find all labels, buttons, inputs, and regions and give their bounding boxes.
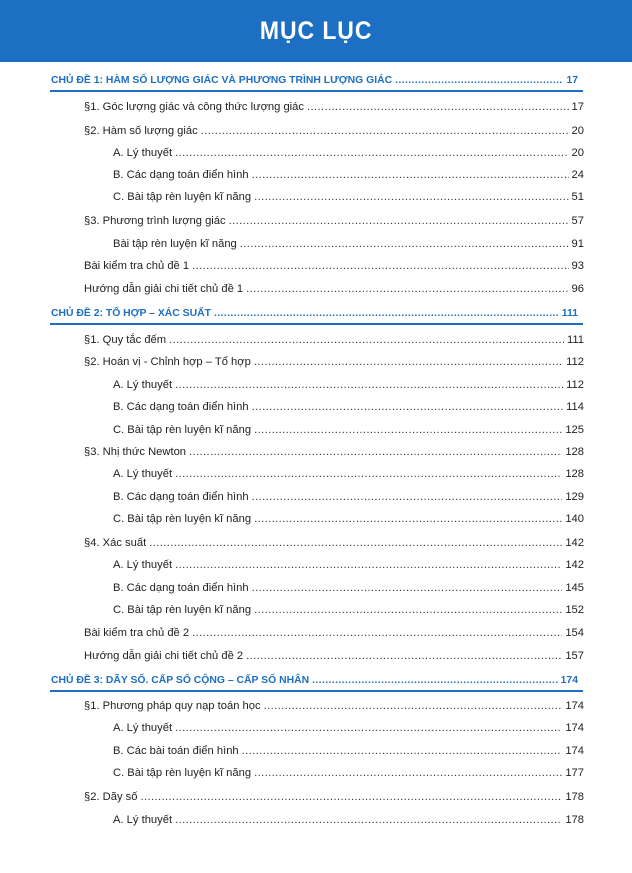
toc-entry[interactable] [84,625,584,641]
toc-entry[interactable] [113,602,584,618]
toc-entry[interactable] [84,99,584,115]
toc-page-number: 93 [571,260,584,272]
toc-chapter-entry[interactable] [51,306,578,322]
toc-entry-label: C. Bài tập rèn luyện kĩ năng [113,513,252,525]
toc-page-number: 178 [565,791,584,803]
toc-page-number: 177 [565,767,584,779]
toc-entry-label: Hướng dẫn giải chi tiết chủ đề 1 [84,283,244,295]
toc-entry-label: B. Các dạng toán điển hình [113,169,249,181]
toc-entry-label: Bài kiểm tra chủ đề 1 [84,260,190,272]
toc-entry-label: §2. Hoán vị - Chỉnh hợp – Tổ hợp [84,356,251,368]
toc-entry[interactable] [113,167,584,183]
dot-leader [254,354,563,370]
toc-entry[interactable] [113,720,584,736]
dot-leader [252,580,563,596]
dot-leader [246,648,562,664]
dot-leader [192,258,568,274]
toc-entry-label: A. Lý thuyết [113,468,173,480]
toc-page-number: 57 [571,215,584,227]
toc-entry-label: B. Các dạng toán điển hình [113,491,249,503]
toc-page-number: 17 [566,75,578,86]
dot-leader [254,189,568,205]
toc-entry-label: B. Các bài toán điển hình [113,745,239,757]
toc-entry-label: C. Bài tập rèn luyện kĩ năng [113,767,252,779]
toc-entry-label: C. Bài tập rèn luyện kĩ năng [113,191,252,203]
dot-leader [254,511,562,527]
dot-leader [192,625,562,641]
chapter-underline [50,323,583,325]
toc-page-number: 140 [565,513,584,525]
dot-leader [175,466,562,482]
toc-entry-label: A. Lý thuyết [113,559,173,571]
toc-entry-label: §3. Nhị thức Newton [84,446,187,458]
toc-page-number: 174 [565,700,584,712]
dot-leader [175,145,568,161]
toc-entry[interactable] [84,332,584,348]
dot-leader [175,720,562,736]
chapter-underline [50,90,583,92]
toc-entry-label: §1. Góc lượng giác và công thức lượng giác [84,101,304,113]
toc-chapter-entry[interactable] [51,73,578,89]
toc-entry[interactable] [113,765,584,781]
toc-entry[interactable] [113,489,584,505]
toc-page-number: 24 [571,169,584,181]
toc-entry[interactable] [84,354,584,370]
dot-leader [254,602,562,618]
dot-leader [252,489,563,505]
toc-page-number: 142 [565,559,584,571]
dot-leader [395,73,563,89]
toc-entry[interactable] [84,535,584,551]
toc-page-number: 178 [565,814,584,826]
toc-page-number: 17 [571,101,584,113]
toc-page-number: 111 [566,334,584,346]
toc-entry-label: §3. Phương trình lượng giác [84,215,226,227]
toc-page-number: 111 [561,308,578,319]
dot-leader [246,281,568,297]
toc-entry-label: §1. Phương pháp quy nạp toán học [84,700,261,712]
toc-entry[interactable] [113,812,584,828]
toc-page-number: 91 [571,238,584,250]
toc-page-number: 142 [565,537,584,549]
toc-entry[interactable] [84,258,584,274]
dot-leader [229,213,569,229]
toc-entry[interactable] [84,213,584,229]
dot-leader [252,399,564,415]
toc-entry[interactable] [113,189,584,205]
dot-leader [254,422,562,438]
toc-page-number: 125 [565,424,584,436]
toc-page-number: 128 [565,446,584,458]
dot-leader [242,743,563,759]
toc-entry[interactable] [113,236,584,252]
page-title: MỤC LỤC [259,16,373,45]
toc-entry-label: B. Các dạng toán điển hình [113,582,249,594]
toc-page-number: 145 [565,582,584,594]
toc-page-number: 128 [565,468,584,480]
toc-page-number: 154 [565,627,584,639]
toc-entry[interactable] [84,123,584,139]
chapter-underline [50,690,583,692]
toc-entry[interactable] [84,281,584,297]
toc-entry[interactable] [84,444,584,460]
dot-leader [175,557,562,573]
toc-chapter-entry[interactable] [51,673,578,689]
toc-entry[interactable] [113,145,584,161]
dot-leader [254,765,562,781]
toc-page-number: 152 [565,604,584,616]
toc-entry-label: A. Lý thuyết [113,379,173,391]
dot-leader [264,698,563,714]
toc-entry-label: Hướng dẫn giải chi tiết chủ đề 2 [84,650,244,662]
toc-entry-label: CHỦ ĐỀ 3: DÃY SỐ. CẤP SỐ CỘNG – CẤP SỐ NHÂN [51,675,310,686]
toc-entry-label: A. Lý thuyết [113,722,173,734]
dot-leader [214,306,559,322]
toc-entry[interactable] [113,466,584,482]
dot-leader [140,789,562,805]
toc-entry-label: CHỦ ĐỀ 1: HÀM SỐ LƯỢNG GIÁC VÀ PHƯƠNG TRÌNH LƯỢNG GIÁC [51,75,393,86]
toc-entry-label: C. Bài tập rèn luyện kĩ năng [113,604,252,616]
toc-page-number: 157 [565,650,584,662]
dot-leader [169,332,564,348]
toc-entry-label: B. Các dạng toán điển hình [113,401,249,413]
toc-page-number: 20 [571,147,584,159]
toc-page-number: 114 [566,401,584,413]
toc-entry-label: §1. Quy tắc đếm [84,334,167,346]
toc-entry[interactable] [113,399,584,415]
toc-entry-label: §2. Hàm số lượng giác [84,125,198,137]
toc-entry[interactable] [84,698,584,714]
title-banner [0,0,632,62]
toc-page-number: 174 [560,675,578,686]
toc-entry[interactable] [113,511,584,527]
toc-entry-label: CHỦ ĐỀ 2: TỔ HỢP – XÁC SUẤT [51,308,211,319]
dot-leader [149,535,562,551]
toc-page-number: 96 [571,283,584,295]
toc-page-number: 174 [565,722,584,734]
dot-leader [201,123,569,139]
dot-leader [312,673,558,689]
dot-leader [240,236,569,252]
toc-entry[interactable] [113,422,584,438]
dot-leader [307,99,569,115]
toc-entry-label: C. Bài tập rèn luyện kĩ năng [113,424,252,436]
toc-entry-label: Bài tập rèn luyện kĩ năng [113,238,237,250]
toc-page-number: 112 [566,379,584,391]
toc-entry[interactable] [84,648,584,664]
dot-leader [175,812,562,828]
toc-page-number: 129 [565,491,584,503]
toc-entry-label: §2. Dãy số [84,791,138,803]
dot-leader [252,167,569,183]
toc-entry[interactable] [84,789,584,805]
toc-page-number: 20 [571,125,584,137]
toc-entry[interactable] [113,580,584,596]
toc-entry[interactable] [113,557,584,573]
dot-leader [189,444,562,460]
toc-entry-label: A. Lý thuyết [113,147,173,159]
toc-entry-label: A. Lý thuyết [113,814,173,826]
toc-page-number: 174 [565,745,584,757]
toc-entry[interactable] [113,743,584,759]
toc-entry-label: §4. Xác suất [84,537,147,549]
toc-entry[interactable] [113,377,584,393]
toc-page-number: 112 [566,356,584,368]
toc-entry-label: Bài kiểm tra chủ đề 2 [84,627,190,639]
toc-page-number: 51 [571,191,584,203]
dot-leader [175,377,563,393]
